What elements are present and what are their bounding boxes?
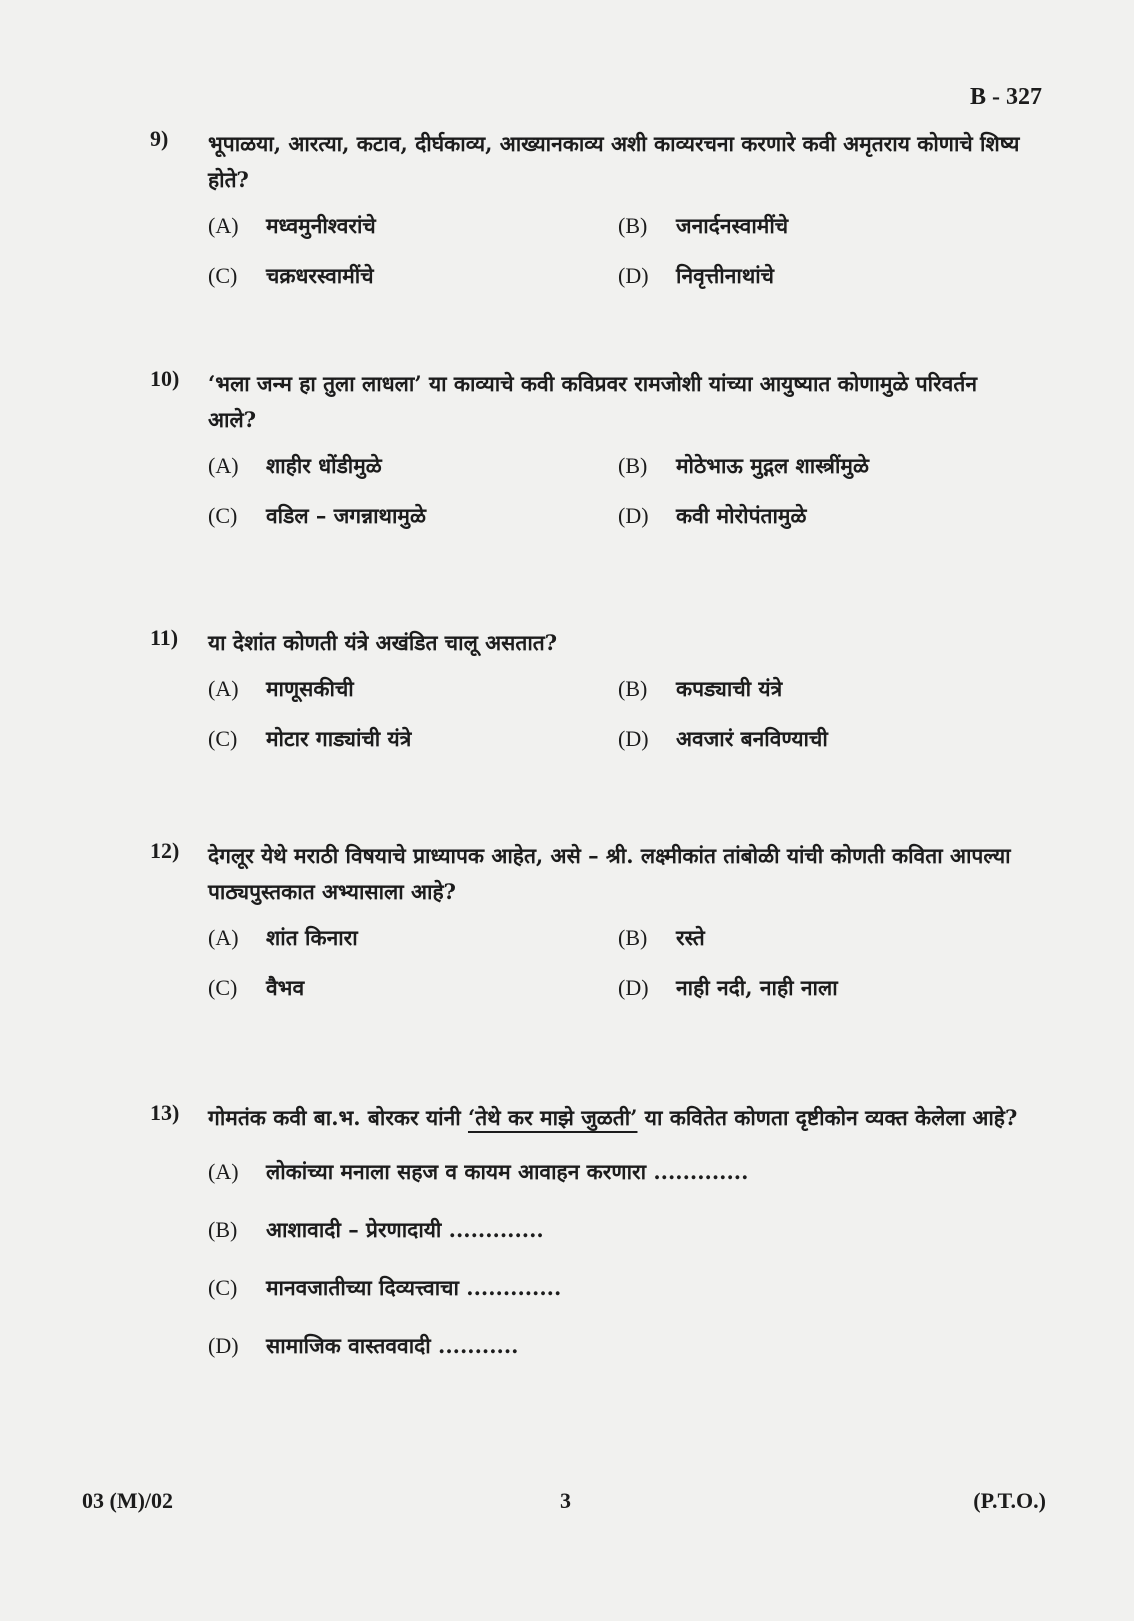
option-text: वडिल – जगन्नाथामुळे xyxy=(266,503,426,528)
option-text: लोकांच्या मनाला सहज व कायम आवाहन करणारा ............. xyxy=(266,1159,749,1184)
option-label: (B) xyxy=(618,213,648,238)
option-label: (D) xyxy=(618,263,649,288)
option-b[interactable] xyxy=(618,920,1018,956)
question-9 xyxy=(150,126,1020,294)
question-text xyxy=(208,1100,1020,1136)
option-label: (B) xyxy=(618,453,648,478)
option-label: (C) xyxy=(208,975,238,1000)
option-label: (D) xyxy=(618,503,649,528)
option-text: शाहीर धोंडीमुळे xyxy=(266,453,382,478)
question-number: 10) xyxy=(150,366,180,391)
pto-label: (P.T.O.) xyxy=(973,1488,1046,1513)
options xyxy=(208,448,1020,534)
option-label: (B) xyxy=(618,925,648,950)
option-label: (A) xyxy=(208,1159,239,1184)
option-label: (C) xyxy=(208,503,238,528)
option-c[interactable] xyxy=(208,498,618,534)
option-label: (A) xyxy=(208,925,239,950)
option-c[interactable] xyxy=(208,1270,1008,1306)
option-text: वैभव xyxy=(266,975,305,1000)
option-text: निवृत्तीनाथांचे xyxy=(676,263,775,288)
option-text: कपड्याची यंत्रे xyxy=(676,676,783,701)
option-b[interactable] xyxy=(618,208,1018,244)
option-label: (D) xyxy=(208,1333,239,1358)
question-13 xyxy=(150,1100,1020,1364)
option-label: (A) xyxy=(208,213,239,238)
options xyxy=(208,920,1020,1006)
option-label: (B) xyxy=(618,676,648,701)
question-text: भूपाळया, आरत्या, कटाव, दीर्घकाव्य, आख्यानकाव्य अशी काव्यरचना करणारे कवी अमृतराय कोणाचे शिष्य होते? xyxy=(208,131,1020,192)
question-number: 12) xyxy=(150,838,180,863)
option-text: मानवजातीच्या दिव्यत्त्वाचा ............. xyxy=(266,1275,562,1300)
option-text: रस्ते xyxy=(676,925,705,950)
option-text: शांत किनारा xyxy=(266,925,358,950)
option-text: कवी मोरोपंतामुळे xyxy=(676,503,807,528)
option-b[interactable] xyxy=(618,448,1018,484)
options xyxy=(208,1154,1020,1364)
option-text: जनार्दनस्वामींचे xyxy=(676,213,789,238)
page-number: 3 xyxy=(560,1488,571,1513)
option-d[interactable] xyxy=(618,498,1018,534)
options xyxy=(208,208,1020,294)
option-text: चक्रधरस्वामींचे xyxy=(266,263,374,288)
option-b[interactable] xyxy=(208,1212,1008,1248)
option-a[interactable] xyxy=(208,671,618,707)
question-11 xyxy=(150,625,1020,757)
option-a[interactable] xyxy=(208,208,618,244)
underlined-poem-title: ‘तेथे कर माझे जुळती’ xyxy=(467,1105,638,1130)
option-d[interactable] xyxy=(618,258,1018,294)
option-a[interactable] xyxy=(208,1154,1008,1190)
option-text: सामाजिक वास्तववादी ........... xyxy=(266,1333,519,1358)
option-c[interactable] xyxy=(208,258,618,294)
option-text: नाही नदी, नाही नाला xyxy=(676,975,838,1000)
option-d[interactable] xyxy=(618,970,1018,1006)
question-text: या देशांत कोणती यंत्रे अखंडित चालू असतात? xyxy=(208,630,558,655)
question-number: 11) xyxy=(150,625,179,650)
option-a[interactable] xyxy=(208,920,618,956)
question-text-part: गोमतंक कवी बा.भ. बोरकर यांनी xyxy=(208,1105,468,1130)
option-label: (D) xyxy=(618,726,649,751)
option-label: (C) xyxy=(208,1275,238,1300)
option-d[interactable] xyxy=(618,721,1018,757)
option-text: मोटार गाड्यांची यंत्रे xyxy=(266,726,412,751)
option-label: (A) xyxy=(208,676,239,701)
option-c[interactable] xyxy=(208,970,618,1006)
option-text: अवजारं बनविण्याची xyxy=(676,726,828,751)
question-text: देगलूर येथे मराठी विषयाचे प्राध्यापक आहेत, असे – श्री. लक्ष्मीकांत तांबोळी यांची कोणती कविता आपल्या पाठ्यपुस्तकात अभ्यासाला आहे? xyxy=(208,843,1011,904)
option-label: (C) xyxy=(208,726,238,751)
option-label: (D) xyxy=(618,975,649,1000)
option-text: मोठेभाऊ मुद्गल शास्त्रींमुळे xyxy=(676,453,869,478)
question-text-part: या कवितेत कोणता दृष्टीकोन व्यक्त केलेला आहे? xyxy=(637,1105,1018,1130)
question-number: 13) xyxy=(150,1100,180,1125)
footer-paper-code: 03 (M)/02 xyxy=(82,1488,174,1513)
question-number: 9) xyxy=(150,126,169,151)
options xyxy=(208,671,1020,757)
option-text: मध्वमुनीश्वरांचे xyxy=(266,213,376,238)
question-10 xyxy=(150,366,1020,534)
option-text: माणूसकीची xyxy=(266,676,354,701)
option-label: (A) xyxy=(208,453,239,478)
option-label: (B) xyxy=(208,1217,238,1242)
option-text: आशावादी – प्रेरणादायी ............. xyxy=(266,1217,544,1242)
paper-code: B - 327 xyxy=(970,84,1042,110)
option-b[interactable] xyxy=(618,671,1018,707)
option-c[interactable] xyxy=(208,721,618,757)
option-d[interactable] xyxy=(208,1328,1008,1364)
question-text: ‘भला जन्म हा तुला लाधला’ या काव्याचे कवी कविप्रवर रामजोशी यांच्या आयुष्यात कोणामुळे परिवर्तन आले? xyxy=(208,371,977,432)
question-12 xyxy=(150,838,1020,1006)
option-label: (C) xyxy=(208,263,238,288)
option-a[interactable] xyxy=(208,448,618,484)
